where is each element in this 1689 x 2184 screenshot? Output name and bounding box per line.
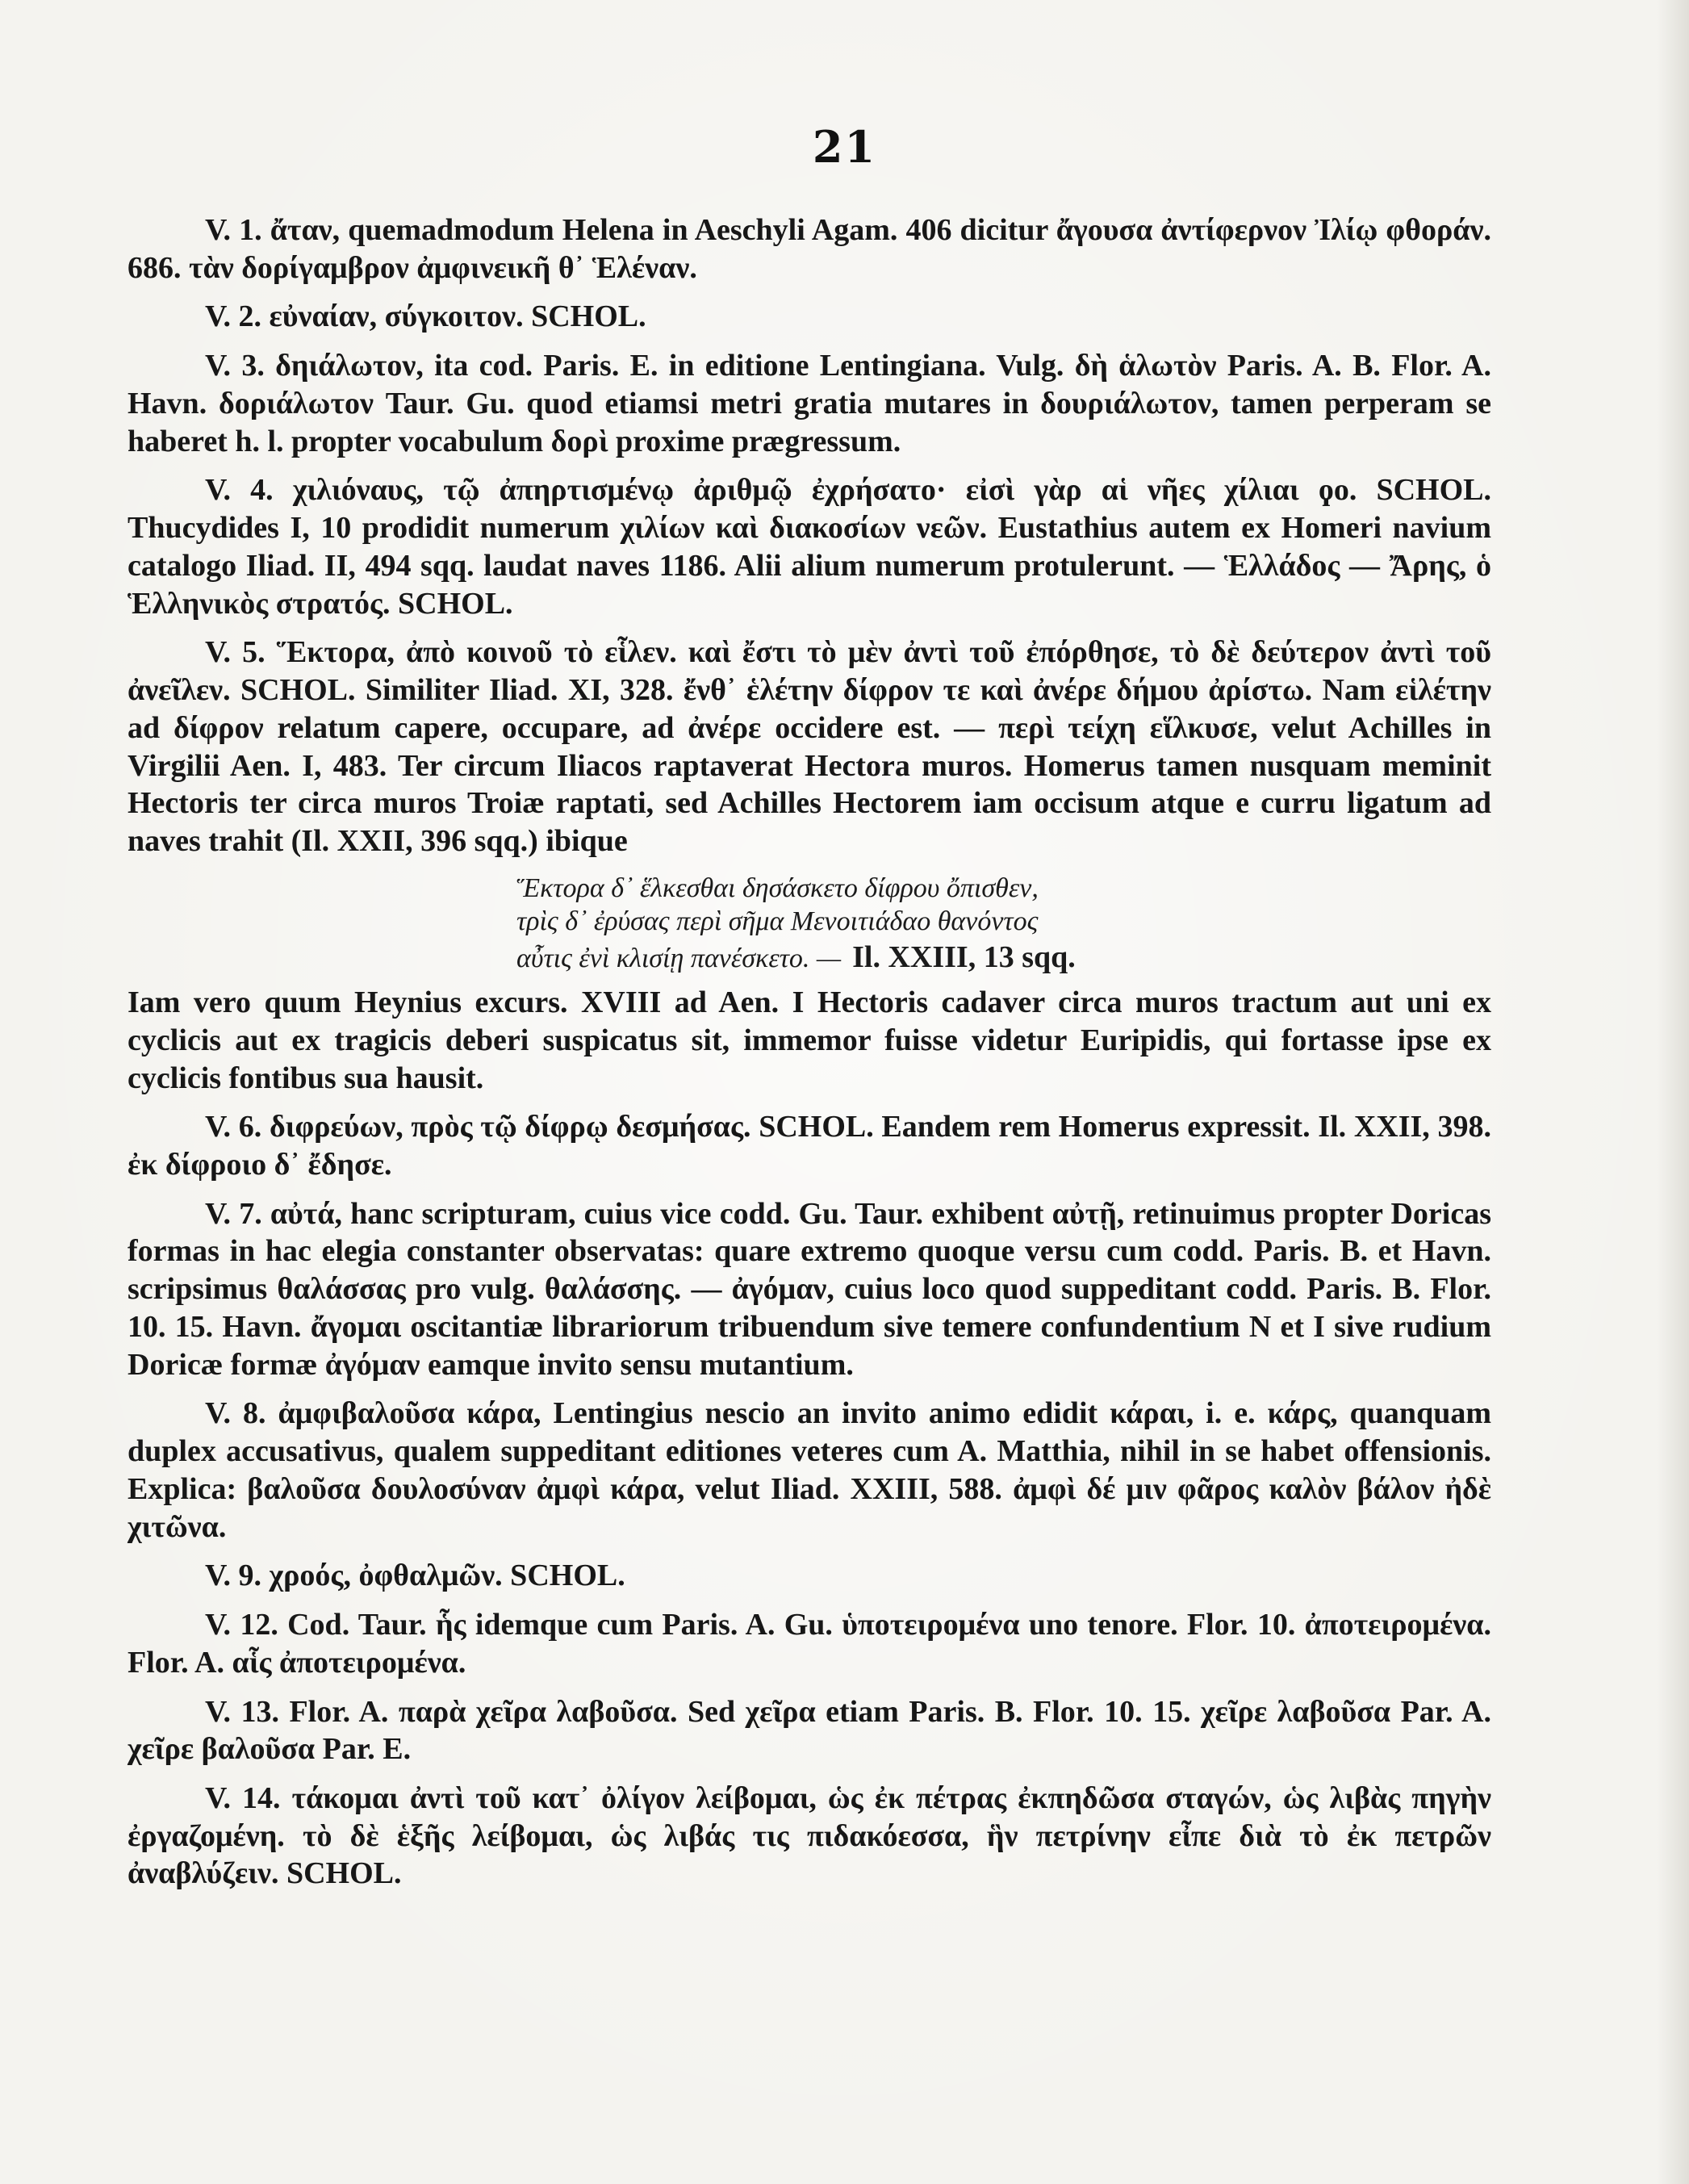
note-v14: V. 14. τάκομαι ἀντὶ τοῦ κατ᾽ ὀλίγον λείβομαι, ὡς ἐκ πέτρας ἐκπηδῶσα σταγών, ὡς λιβὰς πηγὴν ἐργαζομένη. τὸ δὲ ἑξῆς λείβομαι, ὡς λιβάς τις πιδακόεσσα, ἣν πετρίνην εἶπε διὰ τὸ ἐκ πετρῶν ἀναβλύζειν. SCHOL. — [128, 1781, 1491, 1891]
quote-line-text: αὖτις ἐνὶ κλισίῃ πανέσκετο. — — [516, 943, 842, 973]
note-v5: V. 5. Ἕκτορα, ἀπὸ κοινοῦ τὸ εἷλεν. καὶ ἔστι τὸ μὲν ἀντὶ τοῦ ἐπόρθησε, τὸ δὲ δεύτερον ἀντὶ τοῦ ἀνεῖλεν. SCHOL. Similiter Iliad. XI, 328. ἔνθ᾽ ἑλέτην δίφρον τε καὶ ἀνέρε δήμου ἀρίστω. Nam εἱλέτην ad δίφρον relatum capere, occupare, ad ἀνέρε occidere est. — περὶ τείχη εἵλκυσε, velut Achilles in Virgilii Aen. I, 483. Ter circum Iliacos raptaverat Hectora muros. Homerus tamen nusquam meminit Hectoris ter circa muros Troiæ raptati, sed Achilles Hectorem iam occisum atque e curru ligatum ad naves trahit (Il. XXII, 396 sqq.) ibique — [128, 635, 1491, 859]
quote-reference: Il. XXIII, 13 sqq. — [852, 939, 1076, 974]
note-v1: V. 1. ἄταν, quemadmodum Helena in Aeschyli Agam. 406 dicitur ἄγουσα ἀντίφερνον Ἰλίῳ φθοράν. 686. τὰν δορίγαμβρον ἀμφινεικῆ θ᾽ Ἑλέναν. — [128, 213, 1491, 285]
note-heynius: Iam vero quum Heynius excurs. XVIII ad Aen. I Hectoris cadaver circa muros tractum aut uni ex cyclicis aut ex tragicis deberi suspicatus sit, immemor fuisse videtur Euripidis, qui fortasse ipse ex cyclicis fontibus sua hausit. — [128, 985, 1491, 1095]
note-v9: V. 9. χροός, ὀφθαλμῶν. SCHOL. — [205, 1559, 625, 1593]
note-v8: V. 8. ἀμφιβαλοῦσα κάρα, Lentingius nescio an invito animo edidit κάραι, i. e. κάρς, quanquam duplex accusativus, qualem suppeditant editiones veteres cum A. Matthia, nihil in se habet offensionis. Explica: βαλοῦσα δουλοσύναν ἀμφὶ κάρα, velut Iliad. XXIII, 588. ἀμφὶ δέ μιν φᾶρος καλὸν βάλον ἠδὲ χιτῶνα. — [128, 1396, 1491, 1544]
commentary-body — [128, 211, 1491, 1904]
quote-line: τρὶς δ᾽ ἐρύσας περὶ σῆμα Μενοιτιάδαο θανόντος — [516, 906, 1039, 937]
note-v7: V. 7. αὐτά, hanc scripturam, cuius vice codd. Gu. Taur. exhibent αὐτῇ, retinuimus propter Doricas formas in hac elegia constanter observatas: quare extremo quoque versu cum codd. Paris. B. et Havn. scripsimus θαλάσσας pro vulg. θαλάσσης. — ἀγόμαν, cuius loco quod suppeditant codd. Paris. B. Flor. 10. 15. Havn. ἄγομαι oscitantiæ librariorum tribuendum sive temere confundentium N et I sive rudium Doricæ formæ ἀγόμαν eamque invito sensu mutantium. — [128, 1196, 1491, 1382]
homer-quotation — [128, 872, 1491, 976]
note-v12: V. 12. Cod. Taur. ἧς idemque cum Paris. A. Gu. ὑποτειρομένα uno tenore. Flor. 10. ἀποτειρομένα. Flor. A. αἷς ἀποτειρομένα. — [128, 1608, 1491, 1680]
note-v3: V. 3. δηιάλωτον, ita cod. Paris. E. in editione Lentingiana. Vulg. δὴ ἁλωτὸν Paris. A. B. Flor. A. Havn. δοριάλωτον Taur. Gu. quod etiamsi metri gratia mutares in δουριάλωτον, tamen perperam se haberet h. l. propter vocabulum δορὶ proxime prægressum. — [128, 349, 1491, 458]
page-edge-shadow — [1657, 0, 1689, 2184]
note-v13: V. 13. Flor. A. παρὰ χεῖρα λαβοῦσα. Sed χεῖρα etiam Paris. B. Flor. 10. 15. χεῖρε λαβοῦσα Par. A. χεῖρε βαλοῦσα Par. E. — [128, 1694, 1491, 1767]
note-v2: V. 2. εὐναίαν, σύγκοιτον. SCHOL. — [205, 299, 646, 334]
quote-line: Ἕκτορα δ᾽ ἕλκεσθαι δησάσκετο δίφρου ὄπισθεν, — [516, 872, 1039, 903]
quote-line — [516, 939, 1491, 976]
note-v4: V. 4. χιλιόναυς, τῷ ἀπηρτισμένῳ ἀριθμῷ ἐχρήσατο· εἰσὶ γὰρ αἱ νῆες χίλιαι ϙο. SCHOL. Thucydides I, 10 prodidit numerum χιλίων καὶ διακοσίων νεῶν. Eustathius autem ex Homeri navium catalogo Iliad. II, 494 sqq. laudat naves 1186. Alii alium numerum protulerunt. — Ἑλλάδος — Ἄρης, ὁ Ἑλληνικὸς στρατός. SCHOL. — [128, 473, 1491, 621]
page-number: 21 — [812, 121, 877, 173]
note-v6: V. 6. διφρεύων, πρὸς τῷ δίφρῳ δεσμήσας. SCHOL. Eandem rem Homerus expressit. Il. XXII, 398. ἐκ δίφροιο δ᾽ ἔδησε. — [128, 1110, 1491, 1182]
